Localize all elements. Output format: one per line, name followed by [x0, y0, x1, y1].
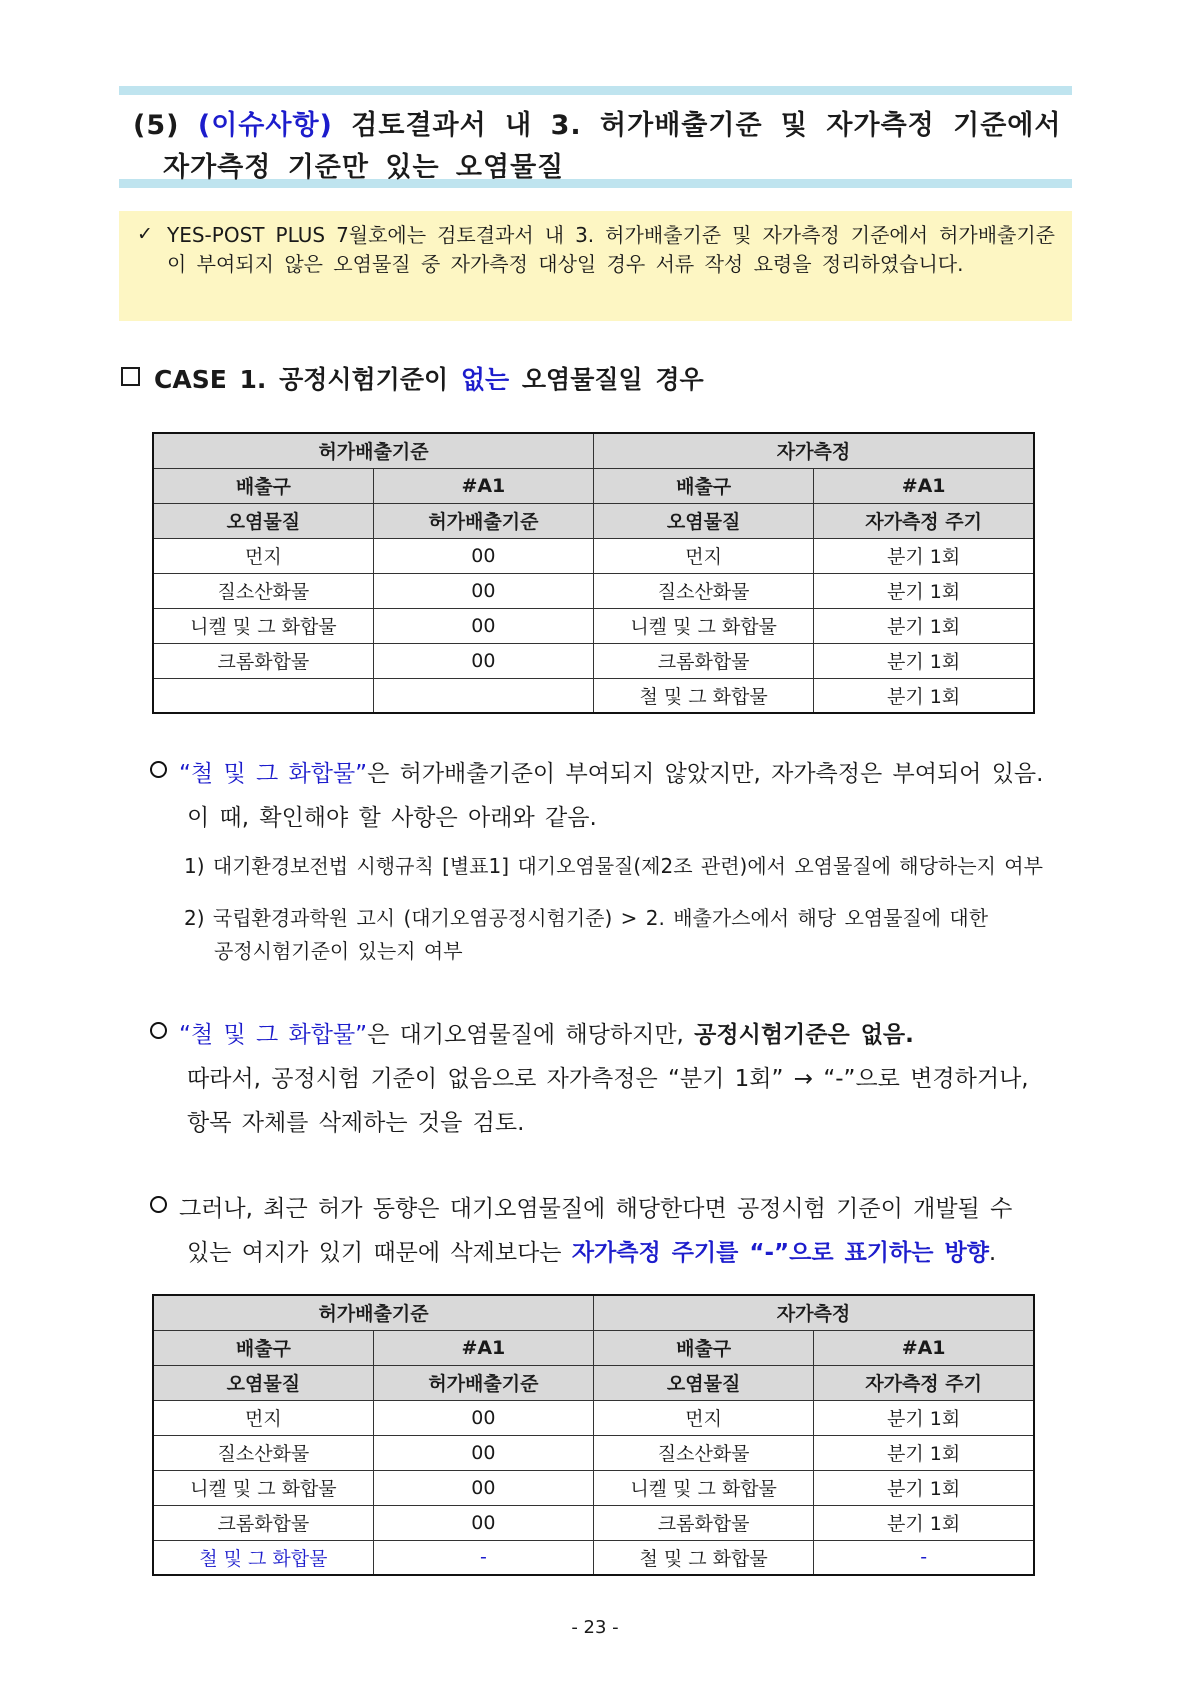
table-outlet-row: [153, 1330, 1034, 1365]
page-number: - 23 -: [571, 1617, 619, 1638]
column-header: 허가배출기준: [373, 503, 593, 538]
checkmark-icon: ✓: [137, 223, 153, 245]
table-cell: 분기 1회: [814, 573, 1034, 608]
table-group-row: [153, 433, 1034, 468]
bullet-text: .: [988, 1240, 997, 1266]
table-cell: 배출구: [594, 468, 814, 503]
bullet-text: 은 허가배출기준이 부여되지 않았지만, 자가측정은 부여되어 있음.: [367, 761, 1044, 787]
bullet-circle-icon: [150, 761, 167, 778]
table-cell: 00: [373, 538, 593, 573]
table-cell: 분기 1회: [814, 538, 1034, 573]
table-cell: 배출구: [153, 468, 373, 503]
table-cell: 분기 1회: [814, 1470, 1034, 1505]
table-cell: 질소산화물: [153, 573, 373, 608]
table-cell: #A1: [814, 468, 1034, 503]
section-header: [119, 86, 1072, 188]
bullet-recommendation: [150, 1187, 1072, 1275]
table-cell: 질소산화물: [594, 1435, 814, 1470]
summary-callout: [119, 211, 1072, 321]
table-cell: 크롬화합물: [153, 1505, 373, 1540]
case1-prefix: CASE 1. 공정시험기준이: [154, 365, 449, 394]
table-cell: 00: [373, 1400, 593, 1435]
table-row: [153, 1435, 1034, 1470]
column-header: 오염물질: [594, 503, 814, 538]
table-cell: 질소산화물: [153, 1435, 373, 1470]
table-cell: 크롬화합물: [153, 643, 373, 678]
table-row: [153, 678, 1034, 713]
table-cell: #A1: [814, 1330, 1034, 1365]
case1-highlight: 없는: [460, 365, 510, 394]
table-cell: 먼지: [594, 538, 814, 573]
table-cell: 00: [373, 573, 593, 608]
bullet-circle-icon: [150, 1022, 167, 1039]
table-cell: 니켈 및 그 화합물: [153, 1470, 373, 1505]
section-title-line2: 자가측정 기준만 있는 오염물질: [163, 152, 565, 183]
table-column-header-row: [153, 503, 1034, 538]
bullet-bold-recommendation: 자가측정 주기를 “-”으로 표기하는 방향: [571, 1240, 989, 1266]
table-row: [153, 643, 1034, 678]
table-cell: 배출구: [594, 1330, 814, 1365]
bullet-circle-icon: [150, 1196, 167, 1213]
table-cell: [373, 678, 593, 713]
table-cell: 철 및 그 화합물: [153, 1540, 373, 1575]
column-header: 오염물질: [153, 1365, 373, 1400]
table-cell: 배출구: [153, 1330, 373, 1365]
table-row: [153, 573, 1034, 608]
table-cell: 분기 1회: [814, 1505, 1034, 1540]
table-column-header-row: [153, 1365, 1034, 1400]
table-cell: -: [373, 1540, 593, 1575]
table-cell: 분기 1회: [814, 608, 1034, 643]
table-cell: 먼지: [594, 1400, 814, 1435]
table-cell: 00: [373, 1505, 593, 1540]
case1-suffix: 오염물질일 경우: [521, 365, 704, 394]
table-cell: 먼지: [153, 538, 373, 573]
issue-tag: (이슈사항): [197, 110, 333, 141]
case1-heading: [121, 360, 704, 396]
table-row: [153, 538, 1034, 573]
bullet-text: 그러나, 최근 허가 동향은 대기오염물질에 해당한다면 공정시험 기준이 개발될 수: [179, 1196, 1013, 1222]
section-number: (5): [133, 110, 180, 141]
bullet-bold-text: 공정시험기준은 없음.: [694, 1022, 914, 1048]
bullet-text: 이 때, 확인해야 할 사항은 아래와 같음.: [187, 805, 597, 831]
table-cell: 철 및 그 화합물: [594, 678, 814, 713]
table-cell: #A1: [373, 468, 593, 503]
checkbox-square-icon: [121, 367, 140, 386]
table-row-highlighted: [153, 1540, 1034, 1575]
table-row: [153, 1400, 1034, 1435]
check-item-2-line2: 공정시험기준이 있는지 여부: [214, 939, 463, 963]
column-header: 오염물질: [153, 503, 373, 538]
table-cell: 분기 1회: [814, 643, 1034, 678]
table-cell: 먼지: [153, 1400, 373, 1435]
table-cell: [153, 678, 373, 713]
group-self-measure-header: 자가측정: [594, 1295, 1035, 1330]
table-row: [153, 1470, 1034, 1505]
permit-table-before: [152, 432, 1035, 714]
table-row: [153, 608, 1034, 643]
group-self-measure-header: 자가측정: [594, 433, 1035, 468]
section-title-line1: [133, 103, 1061, 142]
table-cell: #A1: [373, 1330, 593, 1365]
table-cell: 크롬화합물: [594, 1505, 814, 1540]
table-cell: 분기 1회: [814, 1435, 1034, 1470]
section-title-rest: 검토결과서 내 3. 허가배출기준 및 자가측정 기준에서: [351, 110, 1062, 141]
check-item-2-line1: 2) 국립환경과학원 고시 (대기오염공정시험기준) > 2. 배출가스에서 해당 오염물질에 대한: [184, 906, 989, 930]
permit-table-after: [152, 1294, 1035, 1576]
bullet-no-test-standard: [150, 1013, 1072, 1145]
table-cell: 크롬화합물: [594, 643, 814, 678]
summary-text: YES-POST PLUS 7월호에는 검토결과서 내 3. 허가배출기준 및 자가측정 기준에서 허가배출기준이 부여되지 않은 오염물질 중 자가측정 대상일 경우 서류 작성 요령을 정리하였습니다.: [167, 223, 1055, 276]
group-permit-header: 허가배출기준: [153, 433, 594, 468]
table-cell: 00: [373, 1435, 593, 1470]
column-header: 자가측정 주기: [814, 503, 1034, 538]
table-cell: 00: [373, 643, 593, 678]
table-row: [153, 1505, 1034, 1540]
table-cell: 00: [373, 1470, 593, 1505]
bullet-text: 따라서, 공정시험 기준이 없음으로 자가측정은 “분기 1회” → “-”으로 변경하거나,: [187, 1066, 1029, 1092]
table-cell: 니켈 및 그 화합물: [594, 1470, 814, 1505]
bullet-text: 항목 자체를 삭제하는 것을 검토.: [187, 1110, 525, 1136]
table-cell: 분기 1회: [814, 1400, 1034, 1435]
table-group-row: [153, 1295, 1034, 1330]
table-cell: 철 및 그 화합물: [594, 1540, 814, 1575]
group-permit-header: 허가배출기준: [153, 1295, 594, 1330]
table-cell: 니켈 및 그 화합물: [153, 608, 373, 643]
bullet-text: 은 대기오염물질에 해당하지만,: [367, 1022, 684, 1048]
column-header: 오염물질: [594, 1365, 814, 1400]
bullet-quoted-substance: “철 및 그 화합물”: [179, 761, 368, 787]
bullet-quoted-substance: “철 및 그 화합물”: [179, 1022, 368, 1048]
check-item-2: [184, 902, 1072, 968]
table-cell: -: [814, 1540, 1034, 1575]
table-cell: 분기 1회: [814, 678, 1034, 713]
table-cell: 00: [373, 608, 593, 643]
column-header: 허가배출기준: [373, 1365, 593, 1400]
column-header: 자가측정 주기: [814, 1365, 1034, 1400]
bullet-no-permit-standard: [150, 752, 1072, 840]
table-cell: 질소산화물: [594, 573, 814, 608]
check-item-1: 1) 대기환경보전법 시행규칙 [별표1] 대기오염물질(제2조 관련)에서 오염물질에 해당하는지 여부: [184, 854, 1043, 878]
table-cell: 니켈 및 그 화합물: [594, 608, 814, 643]
bullet-text: 있는 여지가 있기 때문에 삭제보다는: [187, 1240, 562, 1266]
table-outlet-row: [153, 468, 1034, 503]
